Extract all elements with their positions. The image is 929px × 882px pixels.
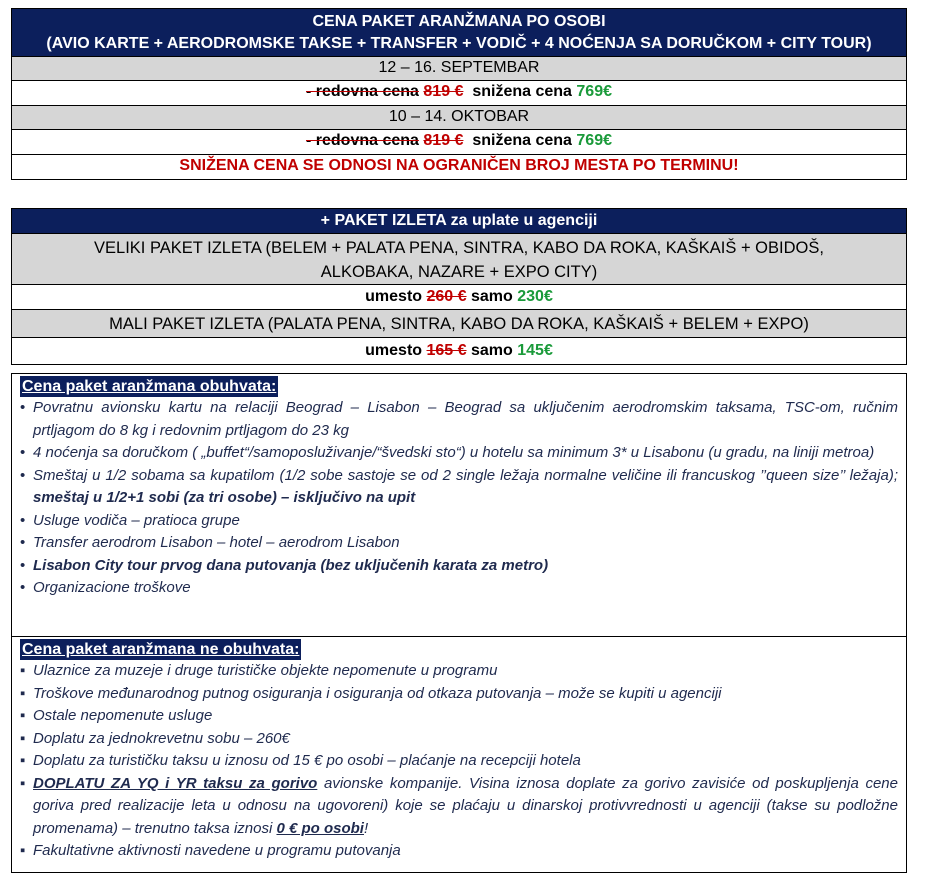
list-item: • Organizacione troškove: [20, 577, 898, 600]
package-price-row: [11, 285, 907, 310]
old-price: 260 €: [426, 288, 467, 305]
includes-title: Cena paket aranžmana obuhvata:: [22, 378, 277, 395]
excludes-section: [11, 636, 907, 873]
term-dates-row: [11, 106, 907, 130]
list-item: • Povratnu avionsku kartu na relaciji Beograd – Lisabon – Beograd sa uključenim aerodromskim taksama, TSC-om, ručnim prtljagom do 8 kg i redovnim prtljagom do 23 kg: [20, 399, 898, 439]
triple-room-note: smeštaj u 1/2+1 sobi (za tri osobe) – isključivo na upit: [33, 489, 416, 506]
square-bullet-icon: ▪: [20, 729, 26, 747]
term-price-row: [11, 81, 907, 106]
includes-section: [11, 373, 907, 637]
term-dates: 10 – 14. OKTOBAR: [388, 108, 530, 125]
list-item: • Usluge vodiča – pratioca grupe: [20, 510, 898, 533]
bullet-icon: •: [20, 556, 26, 574]
instead-label: umesto: [365, 342, 423, 359]
list-item: ▪ Doplatu za jednokrevetnu sobu – 260€: [20, 728, 898, 751]
package-name-row: [11, 310, 907, 338]
discount-price: 769€: [576, 83, 612, 100]
excursions-table: [11, 208, 907, 365]
old-price: 165 €: [426, 342, 467, 359]
list-item: • Smeštaj u 1/2 sobama sa kupatilom (1/2 sobe sastoje se od 2 single ležaja normalne veličine ili francuskog ’’queen size’’ ležaja); smeštaj u 1/2+1 sobi (za tri osobe) – isključivo na upit: [20, 466, 898, 506]
price-title: CENA PAKET ARANŽMANA PO OSOBI: [312, 13, 606, 30]
square-bullet-icon: ▪: [20, 752, 26, 769]
bullet-icon: •: [20, 534, 26, 551]
package-name: VELIKI PAKET IZLETA (BELEM + PALATA PENA, SINTRA, KABO DA ROKA, KAŠKAIŠ + OBIDOŠ, ALKOBAKA, NAZARE + EXPO CITY): [94, 239, 824, 281]
bullet-icon: •: [20, 511, 26, 529]
list-item: • Lisabon City tour prvog dana putovanja (bez uključenih karata za metro): [20, 555, 898, 578]
list-item: • 4 noćenja sa doručkom ( „buffet“/samoposluživanje/“švedski sto“) u hotelu sa minimum 3* u Lisabonu (u gradu, na liniji metroa): [20, 442, 898, 465]
list-item: ▪ Doplatu za turističku taksu u iznosu od 15 € po osobi – plaćanje na recepciji hotela: [20, 750, 898, 773]
new-price: 145€: [517, 342, 553, 359]
discount-label: snižena cena: [472, 132, 572, 149]
regular-price: 819 €: [423, 132, 464, 149]
price-table-header: [11, 8, 907, 57]
bullet-icon: •: [20, 399, 26, 416]
square-bullet-icon: ▪: [20, 684, 26, 702]
regular-price-prefix: - redovna cena: [306, 83, 419, 100]
only-label: samo: [471, 288, 513, 305]
term-dates: 12 – 16. SEPTEMBAR: [378, 59, 540, 76]
regular-price: 819 €: [423, 83, 464, 100]
only-label: samo: [471, 342, 513, 359]
package-name-row: [11, 234, 907, 285]
fuel-surcharge-note: DOPLATU ZA YQ i YR taksu za gorivo: [33, 774, 318, 792]
notice-text: SNIŽENA CENA SE ODNOSI NA OGRANIČEN BROJ MESTA PO TERMINU!: [179, 157, 739, 174]
bullet-icon: •: [20, 444, 26, 461]
term-dates-row: [11, 57, 907, 81]
regular-price-prefix: - redovna cena: [306, 132, 419, 149]
includes-list: [20, 397, 898, 600]
instead-label: umesto: [365, 288, 423, 305]
new-price: 230€: [517, 288, 553, 305]
list-item: ▪ Fakultativne aktivnosti navedene u programu putovanja: [20, 840, 898, 863]
discount-label: snižena cena: [472, 83, 572, 100]
list-item: • Transfer aerodrom Lisabon – hotel – aerodrom Lisabon: [20, 532, 898, 555]
square-bullet-icon: ▪: [20, 842, 26, 859]
excludes-title: Cena paket aranžmana ne obuhvata:: [22, 641, 300, 658]
term-price-row: [11, 130, 907, 155]
price-table: [11, 8, 907, 180]
package-name: MALI PAKET IZLETA (PALATA PENA, SINTRA, KABO DA ROKA, KAŠKAIŠ + BELEM + EXPO): [109, 315, 809, 333]
limited-seats-notice: [11, 155, 907, 180]
price-subtitle: (AVIO KARTE + AERODROMSKE TAKSE + TRANSFER + VODIČ + 4 NOĆENJA SA DORUČKOM + CITY TOUR): [46, 35, 872, 52]
list-item: ▪ Ulaznice za muzeje i druge turističke objekte nepomenute u programu: [20, 660, 898, 683]
bullet-icon: •: [20, 466, 26, 484]
bullet-icon: •: [20, 579, 26, 596]
square-bullet-icon: ▪: [20, 662, 26, 679]
package-price-row: [11, 338, 907, 365]
square-bullet-icon: ▪: [20, 707, 26, 724]
discount-price: 769€: [576, 132, 612, 149]
list-item: ▪ Ostale nepomenute usluge: [20, 705, 898, 728]
list-item: ▪ DOPLATU ZA YQ i YR taksu za gorivo avionske kompanije. Visina iznosa doplate za gorivo zavisiće od poskupljenja cene goriva pred realizacije leta u odnosu na ugovoreni) koje se plaćaju u dinarskoj protivvrednosti u agenciji (takse su podložne promenama) – trenutno taksa iznosi 0 € po osobi!: [20, 774, 898, 837]
excursions-title: + PAKET IZLETA za uplate u agenciji: [320, 212, 598, 229]
excursions-header: [11, 208, 907, 234]
list-item: ▪ Troškove međunarodnog putnog osiguranja i osiguranja od otkaza putovanja – može se kupiti u agenciji: [20, 683, 898, 706]
excludes-list: [20, 660, 898, 863]
square-bullet-icon: ▪: [20, 774, 26, 792]
fuel-amount: 0 € po osobi: [276, 819, 364, 837]
